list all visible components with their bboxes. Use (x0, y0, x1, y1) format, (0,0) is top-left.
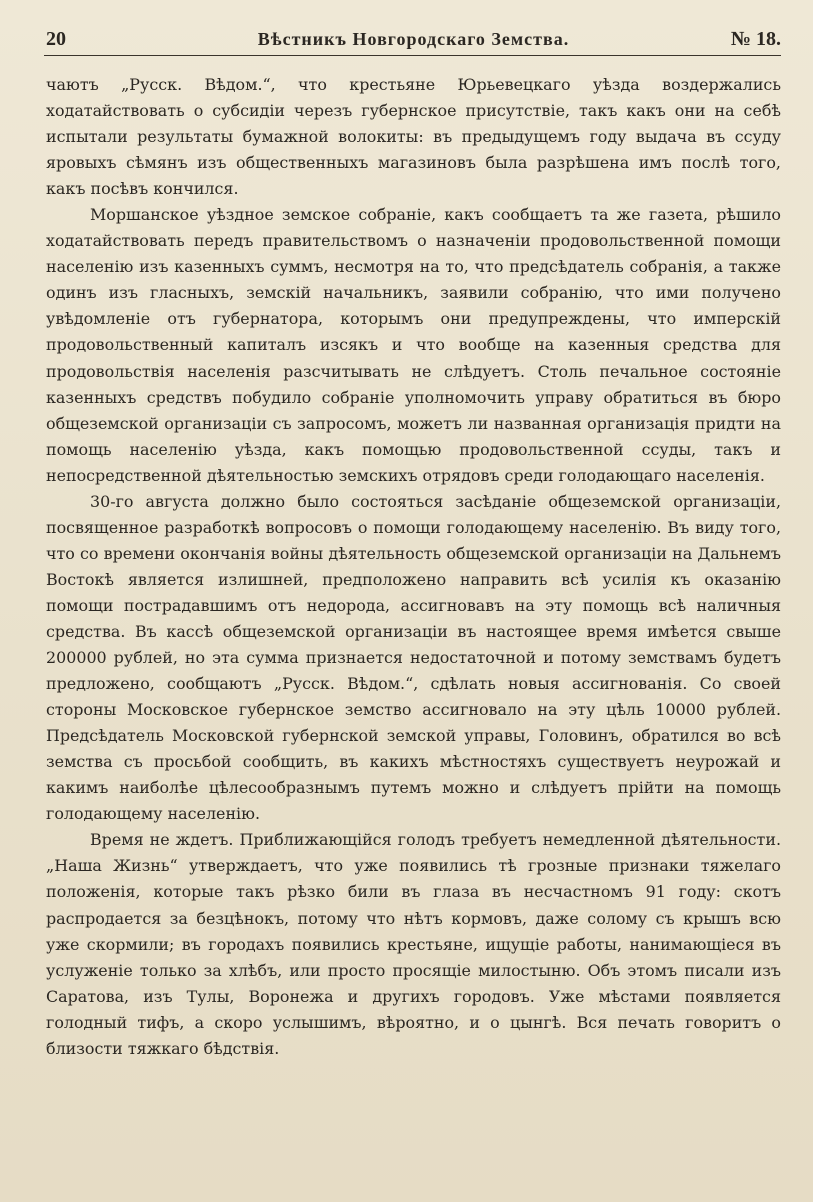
header-rule (44, 55, 781, 56)
paragraph: Время не ждетъ. Приближающійся голодъ требуетъ немедленной дѣятельности. „Наша Жизнь“ утверждаетъ, что уже появились тѣ грозные признаки тяжелаго положенія, которые такъ рѣзко били въ глаза въ несчастномъ 91 году: скотъ распродается за безцѣнокъ, потому что нѣтъ кормовъ, даже солому съ крышъ всю уже скормили; въ городахъ появились крестьяне, ищущіе работы, нанимающіеся въ услуженіе только за хлѣбъ, или просто просящіе милостыню. Объ этомъ писали изъ Саратова, изъ Тулы, Воронежа и другихъ городовъ. Уже мѣстами появляется голодный тифъ, а скоро услышимъ, вѣроятно, и о цынгѣ. Вся печать говоритъ о близости тяжкаго бѣдствія. (46, 830, 781, 1058)
page-number: 20 (46, 28, 66, 50)
issue-number: № 18. (730, 28, 781, 50)
paragraph: Моршанское уѣздное земское собраніе, какъ сообщаетъ та же газета, рѣшило ходатайствовать передъ правительствомъ о назначеніи продовольственной помощи населенію изъ казенныхъ суммъ, несмотря на то, что предсѣдатель собранія, а также одинъ изъ гласныхъ, земскій начальникъ, заявили собранію, что ими получено увѣдомленіе отъ губернатора, которымъ они предупреждены, что имперскій продовольственный капиталъ изсякъ и что вообще на казенныя средства для продовольствія населенія разсчитывать не слѣдуетъ. Столь печальное состояніе казенныхъ средствъ побудило собраніе уполномочить управу обратиться въ бюро общеземской организаціи съ запросомъ, можетъ ли названная организація придти на помощь населенію уѣзда, какъ помощью продовольственной ссуды, такъ и непосредственной дѣятельностью земскихъ отрядовъ среди голодающаго населенія. (46, 205, 781, 485)
running-header (46, 28, 781, 54)
paragraph-continued: чаютъ „Русск. Вѣдом.“, что крестьяне Юрьевецкаго уѣзда воздержались ходатайствовать о субсидіи черезъ губернское присутствіе, такъ какъ они на себѣ испытали результаты бумажной волокиты: въ предыдущемъ году выдача въ ссуду яровыхъ сѣмянъ изъ общественныхъ магазиновъ была разрѣшена имъ послѣ того, какъ посѣвъ кончился. (46, 75, 781, 199)
article-body (46, 72, 781, 1062)
paragraph: 30-го августа должно было состояться засѣданіе общеземской организаціи, посвященное разработкѣ вопросовъ о помощи голодающему населенію. Въ виду того, что со времени окончанія войны дѣятельность общеземской организаціи на Дальнемъ Востокѣ является излишней, предположено направить всѣ усилія къ оказанію помощи пострадавшимъ отъ недорода, ассигновавъ на эту помощь всѣ наличныя средства. Въ кассѣ общеземской организаціи въ настоящее время имѣется свыше 200000 рублей, но эта сумма признается недостаточной и потому земствамъ будетъ предложено, сообщаютъ „Русск. Вѣдом.“, сдѣлать новыя ассигнованія. Со своей стороны Московское губернское земство ассигновало на эту цѣль 10000 рублей. Предсѣдатель Московской губернской земской управы, Головинъ, обратился во всѣ земства съ просьбой сообщить, въ какихъ мѣстностяхъ существуетъ неурожай и какимъ наиболѣе цѣлесообразнымъ путемъ можно и слѣдуетъ прійти на помощь голодающему населенію. (46, 491, 781, 824)
journal-title: Вѣстникъ Новгородскаго Земства. (257, 29, 570, 49)
